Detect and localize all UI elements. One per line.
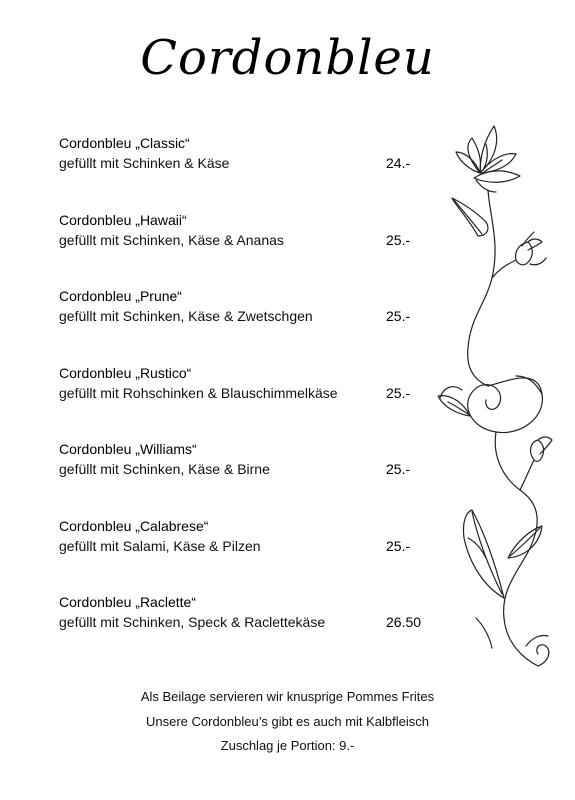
item-price: 25.- — [386, 308, 411, 324]
item-description: gefüllt mit Schinken, Speck & Raclettekäse — [59, 614, 326, 630]
item-price: 25.- — [386, 461, 411, 477]
item-price: 26.50 — [386, 614, 422, 630]
floral-vine-icon — [430, 118, 560, 678]
menu-item — [59, 516, 439, 593]
menu-item — [59, 210, 439, 287]
item-description: gefüllt mit Schinken, Käse & Zwetschgen — [59, 308, 313, 324]
item-name: Cordonbleu „Calabrese“ — [59, 517, 209, 534]
menu-item — [59, 286, 439, 363]
item-description: gefüllt mit Schinken & Käse — [59, 155, 230, 171]
item-description: gefüllt mit Salami, Käse & Pilzen — [59, 537, 261, 554]
item-name: Cordonbleu „Rustico“ — [59, 364, 192, 381]
side-dish-note: Als Beilage servieren wir knusprige Pommes Frites — [140, 689, 435, 704]
item-name: Cordonbleu „Prune“ — [59, 288, 182, 304]
menu-item — [59, 363, 439, 440]
item-price: 25.- — [386, 537, 411, 554]
page-title: Cordonbleu — [140, 30, 435, 86]
item-description: gefüllt mit Rohschinken & Blauschimmelkäse — [59, 384, 338, 401]
item-description: gefüllt mit Schinken, Käse & Birne — [59, 461, 270, 477]
item-price: 24.- — [386, 155, 411, 171]
menu-item — [59, 439, 439, 516]
item-name: Cordonbleu „Williams“ — [59, 441, 197, 457]
item-name: Cordonbleu „Classic“ — [59, 135, 190, 151]
item-price: 25.- — [386, 384, 411, 401]
veal-note: Unsere Cordonbleu’s gibt es auch mit Kalbfleisch — [145, 714, 430, 729]
item-price: 25.- — [386, 231, 411, 248]
item-description: gefüllt mit Schinken, Käse & Ananas — [59, 231, 284, 248]
menu-item — [59, 592, 439, 669]
surcharge-note: Zuschlag je Portion: 9.- — [220, 738, 355, 753]
item-name: Cordonbleu „Hawaii“ — [59, 211, 187, 228]
item-name: Cordonbleu „Raclette“ — [59, 594, 196, 610]
menu-list — [59, 133, 439, 669]
menu-item — [59, 133, 439, 210]
